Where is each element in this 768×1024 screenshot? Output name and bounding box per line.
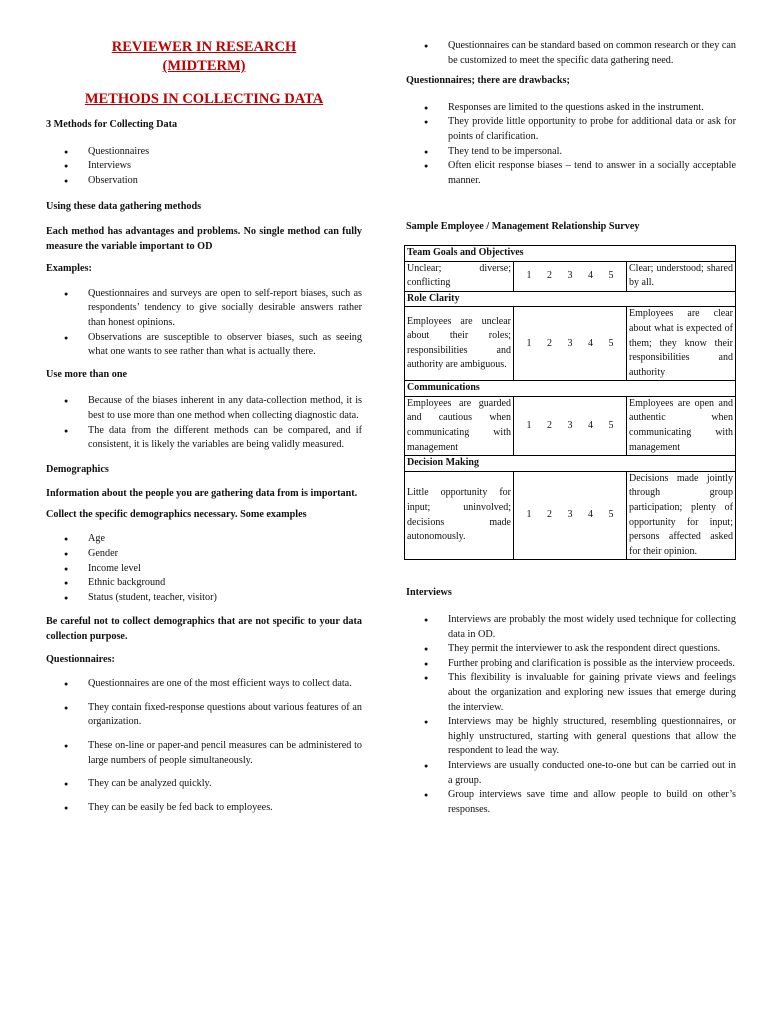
drawbacks-list — [406, 101, 736, 189]
list-item: ● They provide little opportunity to probe for additional data or ask for points of clarification. — [406, 115, 736, 144]
list-item: ● They can be analyzed quickly. — [46, 777, 362, 792]
survey-section-header: Role Clarity — [405, 291, 736, 307]
list-item: ● Questionnaires — [46, 145, 362, 160]
list-item: ● Interviews are usually conducted one-to-one but can be carried out in a group. — [406, 759, 736, 788]
list-item: ● These on-line or paper-and pencil measures can be administered to large numbers of people simultaneously. — [46, 739, 362, 768]
survey-scale: 1 2 3 4 5 — [514, 396, 627, 455]
right-column — [406, 0, 736, 817]
survey-scale: 1 2 3 4 5 — [514, 307, 627, 381]
survey-cell-right: Employees are clear about what is expected of them; they know their responsibilities and authority — [627, 307, 736, 381]
list-item: ● Questionnaires and surveys are open to self-report biases, such as respondents’ tendency to give socially desirable answers rather than honest opinions. — [46, 287, 362, 331]
survey-table — [404, 245, 736, 560]
list-item: ● Interviews may be highly structured, resembling questionnaires, or highly unstructured, starting with general questions that allow the respondent to lead the way. — [406, 715, 736, 759]
list-item: ● Observations are susceptible to observer biases, such as seeing what one wants to see rather than what is actually there. — [46, 331, 362, 360]
survey-cell-left: Employees are guarded and cautious when communicating with management — [405, 396, 514, 455]
use-more-heading: Use more than one — [46, 368, 128, 380]
list-item: ● This flexibility is invaluable for gaining private views and feelings about the organization and exploring new issues that emerge during the interview. — [406, 671, 736, 715]
advantages-text: Each method has advantages and problems. No single method can fully measure the variable important to OD — [46, 225, 362, 252]
table-row — [405, 396, 736, 455]
page-title: REVIEWER IN RESEARCH — [111, 39, 297, 55]
section-title: METHODS IN COLLECTING DATA — [84, 91, 324, 107]
drawbacks-heading: Questionnaires; there are drawbacks; — [406, 75, 570, 87]
survey-cell-left: Unclear; diverse; conflicting — [405, 261, 514, 291]
demographics-heading: Demographics — [46, 463, 109, 475]
demographics-info: Information about the people you are gathering data from is important. — [46, 488, 358, 500]
use-more-list — [46, 394, 362, 452]
demographics-list — [46, 532, 362, 605]
list-item: ● Interviews — [46, 159, 362, 174]
methods-list — [46, 145, 362, 189]
list-item: ● The data from the different methods can be compared, and if consistent, it is likely the variables are being validly measured. — [46, 424, 362, 453]
questionnaires-list — [46, 677, 362, 815]
methods-heading: 3 Methods for Collecting Data — [46, 119, 178, 130]
list-item: ● Questionnaires are one of the most efficient ways to collect data. — [46, 677, 362, 692]
list-item: ● Income level — [46, 562, 362, 577]
survey-section-header: Communications — [405, 381, 736, 397]
table-row — [405, 307, 736, 381]
demographics-collect: Collect the specific demographics necessary. Some examples — [46, 508, 307, 520]
list-item: ● Questionnaires can be standard based on common research or they can be customized to meet the specific data gathering need. — [406, 39, 736, 68]
list-item: ● They permit the interviewer to ask the respondent direct questions. — [406, 642, 736, 657]
list-item: ● Group interviews save time and allow people to build on other’s responses. — [406, 788, 736, 817]
list-item: ● Interviews are probably the most widely used technique for collecting data in OD. — [406, 613, 736, 642]
survey-section-header: Decision Making — [405, 456, 736, 472]
table-row — [405, 261, 736, 291]
list-item: ● Further probing and clarification is possible as the interview proceeds. — [406, 657, 736, 672]
using-heading: Using these data gathering methods — [46, 201, 202, 213]
survey-scale: 1 2 3 4 5 — [514, 471, 627, 560]
list-item: ● Gender — [46, 547, 362, 562]
survey-cell-left: Employees are unclear about their roles; responsibilities and authority are ambiguous. — [405, 307, 514, 381]
survey-cell-left: Little opportunity for input; uninvolved; decisions made autonomously. — [405, 471, 514, 560]
survey-scale: 1 2 3 4 5 — [514, 261, 627, 291]
left-column — [46, 0, 362, 815]
page-title-midterm: (MIDTERM) — [162, 58, 246, 74]
list-item: ● Ethnic background — [46, 576, 362, 591]
list-item: ● They can be easily be fed back to employees. — [46, 801, 362, 816]
table-row — [405, 471, 736, 560]
list-item: ● Because of the biases inherent in any data-collection method, it is best to use more than one method when collecting diagnostic data. — [46, 394, 362, 423]
standard-list — [406, 39, 736, 68]
survey-cell-right: Decisions made jointly through group participation; plenty of opportunity for input; persons affected asked for their opinion. — [627, 471, 736, 560]
list-item: ● They contain fixed-response questions about various features of an organization. — [46, 701, 362, 730]
survey-cell-right: Clear; understood; shared by all. — [627, 261, 736, 291]
examples-heading: Examples: — [46, 263, 92, 275]
list-item: ● Status (student, teacher, visitor) — [46, 591, 362, 606]
list-item: ● Responses are limited to the questions asked in the instrument. — [406, 101, 736, 116]
careful-text: Be careful not to collect demographics that are not specific to your data collection purpose. — [46, 616, 362, 643]
survey-cell-right: Employees are open and authentic when communicating with management — [627, 396, 736, 455]
list-item: ● Observation — [46, 174, 362, 189]
survey-section-header: Team Goals and Objectives — [405, 245, 736, 261]
list-item: ● Age — [46, 532, 362, 547]
survey-heading: Sample Employee / Management Relationship Survey — [406, 221, 640, 233]
list-item: ● Often elicit response biases – tend to answer in a socially acceptable manner. — [406, 159, 736, 188]
interviews-heading: Interviews — [406, 587, 452, 599]
list-item: ● They tend to be impersonal. — [406, 145, 736, 160]
questionnaires-heading: Questionnaires: — [46, 653, 115, 665]
interviews-list — [406, 613, 736, 817]
examples-list — [46, 287, 362, 360]
